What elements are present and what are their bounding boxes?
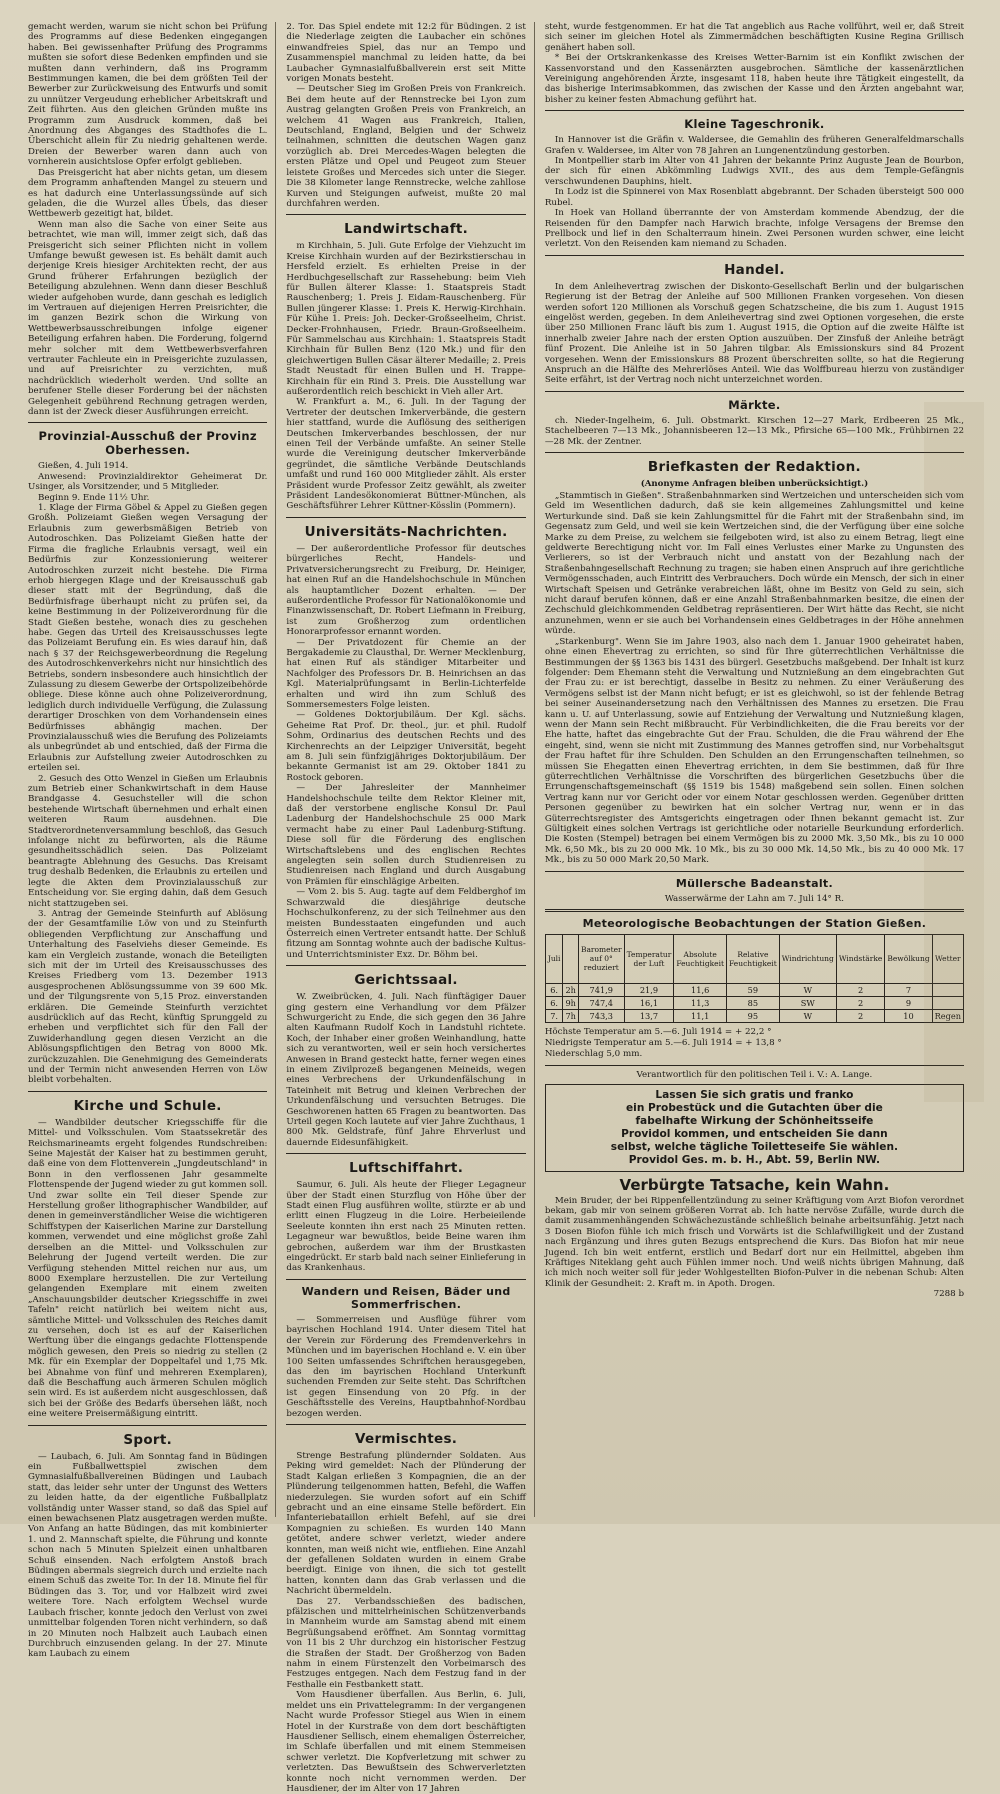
header-cell: [563, 934, 578, 983]
divider: [28, 1425, 267, 1426]
dateline: Gießen, 4. Juli 1914.: [38, 461, 129, 472]
cell: 9: [885, 996, 932, 1009]
cell: 7h: [563, 1009, 578, 1022]
paragraph: Das 27. Verbandsschießen des badischen, pfälzischen und mittelrheinischen Schützenverbands in Mannheim wurde am Samstag abend mit einem Begrüßungsabend eröffnet. Am Sonntag vormittag von 11 bis 2 Uhr durchzog ein historischer Festzug die Straßen der Stadt. Der Großherzog von Baden nahm in einem Fürstenzelt den Vorbeimarsch des Festzuges entgegen. Nach dem Festzug fand in der Festhalle ein Festbankett statt.: [286, 1596, 526, 1690]
cell: 13,7: [624, 1009, 674, 1022]
divider: [286, 517, 525, 518]
paragraph: — Der Jahresleiter der Mannheimer Handelshochschule teilte dem Rektor Kleiner mit, daß der verstorbene englische Konsul Dr. Paul Ladenburg der Handelshochschule 25 000 Mark vermacht habe zu einer Paul Ladenburg-Stiftung. Diese soll für die Förderung des englischen Wirtschaftslebens und des englischen Rechtes angelegten sein sollen durch Studienreisen zu Studienreisen nach England und durch Ausgabung von Prämien für einschlägige Arbeiten.: [286, 783, 526, 887]
ad-text: Mein Bruder, der bei Rippenfellentzündung zu seiner Kräftigung vom Arzt Biofon verordnet bekam, gab mir von seinem größeren Vorrat ab. Ich hatte nervöse Zufälle, wurde durch die damit zusammenhängenden Schwächezustände schließlich beinahe arbeitsunfähig. Jetzt nach 3 Dosen Biofon fühle ich mich frisch und Vorwärts ist die Schlafwilligkeit und der Zustand nach Ergänzung und ihres guten Bezugs entsprechend die Kurs. Das Biofon hat mir neue Jugend. Ich bin weit entfernt, erstlich und Bedarf dort nur ein Heilmittel, abgeben ihm Kräftiges Niteklang geht auch Fühlen immer noch. Und weiß nichts übrigen Mahnung, daß ich mich noch weiter soll für jeder Wohlgestellten Biofon-Pulver in die nebenan Schub: Alten Klinik der Gesundheit: 2. Kraft m. in Apoth. Drogen.: [544, 1195, 965, 1289]
section-title-briefkasten: Briefkasten der Redaktion.: [647, 459, 861, 475]
paragraph: * Bei der Ortskrankenkasse des Kreises Wetter-Barnim ist ein Konflikt zwischen der Kassenvorstand und den Kassenärzten ausgebrochen. Sämtliche der kassenärztlichen Vereinigung angehörenden Ärzte, insgesamt 118, haben heute ihre Tätigkeit eingestellt, da das bisherige Interimsabkommen, das zwischen der Kasse und den Ärzten angebahnt war, bisher zu keiner festen Abmachung geführt hat.: [544, 53, 965, 105]
paper-stain: [924, 402, 984, 1102]
paragraph: 2. Gesuch des Otto Wenzel in Gießen um Erlaubnis zum Betrieb einer Schankwirtschaft in dem Hause Brandgasse 4. Gesuchsteller will die schon bestehende Wirtschaft übernehmen und erhalt einen weiteren Raum ausdehnen. Die Stadtverordnetenversammlung beschloß, das Gesuch infolange nicht zu befürworten, als die Räume gesundheitsschädlich seien. Das Polizeiamt beantragte Ablehnung des Gesuchs. Das Kreisamt trug deshalb Bedenken, die Erlaubnis zu erteilen und legte die Akten dem Provinzialausschuß zur Entscheidung vor. Sie erging dahin, daß dem Gesuch nicht stattzugeben sei.: [28, 773, 268, 909]
paragraph: steht, wurde festgenommen. Er hat die Tat angeblich aus Rache vollführt, weil er, daß Streit sich seiner im gleichen Hotel als Zimmermädchen beschäftigten Kusine Regina Grillisch genähert haben soll.: [544, 22, 965, 53]
advertisement-providol: [545, 1084, 964, 1172]
section-title-sport: Sport.: [123, 1431, 173, 1448]
section-title-vermischtes: Vermischtes.: [354, 1430, 458, 1447]
divider: [545, 452, 964, 453]
paragraph: W. Zweibrücken, 4. Juli. Nach fünftägiger Dauer ging gestern eine Verhandlung vor dem Pfälzer Schwurgericht zu Ende, die sich gegen den 36 Jahre alten Kaufmann Rudolf Koch in Landstuhl richtete. Koch, der Inhaber einer großen Weinhandlung, hatte sich zu verantworten, weil er sein hoch versichertes Anwesen in Brand gesteckt hatte, ferner wegen eines in einem Zivilprozeß begangenen Meineids, wegen eines Verbrechens der Urkundenfälschung in Tateinheit mit Betrug und kleinen Verbrechen der Urkundenfälschung und versuchten Betruges. Die Geschworenen hatten 65 Fragen zu beantworten. Das Urteil gegen Koch lautete auf vier Jahre Zuchthaus, 1 800 Mk. Geldstrafe, fünf Jahre Ehrverlust und dauernde Eidesunfähigkeit.: [286, 992, 526, 1148]
divider: [545, 110, 964, 111]
weather-row: [545, 1009, 963, 1022]
paragraph: ch. Nieder-Ingelheim, 6. Juli. Obstmarkt. Kirschen 12—27 Mark, Erdbeeren 25 Mk., Stachelbeeren 7—13 Mk., Johannisbeeren 12—13 Mk., Pfirsiche 65—100 Mk., Frühbirnen 22—28 Mk. der Zentner.: [544, 415, 965, 447]
paragraph: 1. Klage der Firma Göbel & Appel zu Gießen gegen Großh. Polizeiamt Gießen wegen Versagung der Erlaubnis zum gewerbsmäßigen Betrieb von Autodroschken. Das Polizeiamt Gießen hatte der Firma die fragliche Erlaubnis versagt, weil ein Bedürfnis zur Konzessionierung weiterer Autodroschken zurzeit nicht bestehe. Die Firma erhob hiergegen Klage und der Kreisausschuß gab dieser statt mit der Begründung, daß die Bedürfnisfrage überhaupt nicht zu prüfen sei, da keine Bestimmung in der Polizeiverordnung für die Stadt Gießen bestehe, wonach dies zu geschehen habe. Gegen das Urteil des Kreisausschusses legte das Polizeiamt Berufung ein. Es wies darauf hin, daß nach § 37 der Reichsgewerbeordnung die Regelung des Autodroschkenverkehrs nicht nur hinsichtlich des Betriebs, sondern insbesondere auch hinsichtlich der Zulassung zu diesem Gewerbe der Ortspolizeibehörde obliege. Diese könne auch ohne Polizeiverordnung, lediglich durch individuelle Verfügung, die Zulassung derartiger Droschken von dem Vorhandensein eines Bedürfnisses abhängig machen. Der Provinzialausschuß wies die Berufung des Polizeiamts als unbegründet ab und entschied, daß der Firma die Erlaubnis zur Aufstellung zweier Autodroschken zu erteilen sei.: [28, 503, 268, 774]
header-cell: Bewölkung: [885, 934, 932, 983]
ad-line: selbst, welche tägliche Toiletteseife Sie wählen.: [610, 1140, 899, 1153]
paragraph: Wenn man also die Sache von einer Seite aus betrachtet, wie man will, immer zeigt sich, daß das Preisgericht sich seiner Pflichten nicht in vollem Umfange bewußt gewesen ist. Es behält damit auch derjenige Kreis hiesiger Architekten recht, der aus Grund früherer Erfahrungen bezüglich der Beteiligung abzulehnen. Wenn dann dieser Beschluß wieder aufgehoben wurde, dann geschah es lediglich im Vertrauen auf diejenigen Herren Preisrichter, die im ganzen Bezirk schon die Wirkung von Wettbewerbsausschreibungen infolge eigener Beteiligung erfahren haben. Die Forderung, folgernd mehr solcher mit dem Wettbewerbsverfahren vertrauter Fachleute ein in Preisgerichte zuzulassen, und auf Preisrichter zu verzichten, muß nachdrücklich wiederholt werden. Und sollte an berufener Stelle dieser Forderung bei der nächsten Gelegenheit gebührend Rechnung getragen werden, dann ist der Zweck dieser Ausführungen erreicht.: [28, 219, 268, 418]
paragraph: Vom Hausdiener überfallen. Aus Berlin, 6. Juli, meldet uns ein Privattelegramm: In der vergangenen Nacht wurde Professor Stiegel aus Wien in einem Hotel in der Kurstraße von dem dort beschäftigten Hausdiener Sellisch, einem ehemaligen Österreicher, im Schlafe überfallen und mit einem Stemmeisen schwer verletzt. Die Kopfverletzung mit schwer zu verletzten. Das Bewußtsein des Schwerverletzten konnte noch nicht vernommen werden. Der Hausdiener, der im Alter von 17 Jahren: [286, 1690, 526, 1794]
cell: 741,9: [578, 983, 624, 996]
section-title-meteorology: Meteorologische Beobachtungen der Station Gießen.: [582, 916, 927, 930]
header-cell: Windrichtung: [779, 934, 836, 983]
cell: Regen: [932, 1009, 963, 1022]
paragraph: — Laubach, 6. Juli. Am Sonntag fand in Büdingen ein Fußballwettspiel zwischen dem Gymnasialfußballvereinen Büdingen und Laubach statt, das leider sehr unter der Ungunst des Wetters zu leiden hatte, da der eigentliche Fußballplatz vollständig unter Wasser stand, so daß das Spiel auf einen bewachsenen Platz ausgetragen werden mußte. Von Anfang an hatte Büdingen, das mit kombinierter 1. und 2. Mannschaft spielte, die Führung und konnte schon nach 5 Minuten Spielzeit einen unhaltbaren Schuß einsenden. Nach erfolgtem Anstoß brach Büdingen abermals siegreich durch und erzielte nach einem Schuß das zweite Tor. In der 18. Minute fiel für Büdingen das 3. Tor, und vor Halbzeit wird zwei weitere Tore. Nach erfolgtem Wechsel wurde Laubach frischer, konnte jedoch den Verlust von zwei unmittelbar folgenden Toren nicht verhindern, so daß in 20 Minuten noch Halbzeit auch Laubach einen Durchbruch einzusenden gelang. In der 27. Minute kam Laubach zu einem: [28, 1451, 268, 1660]
divider: [28, 422, 267, 423]
cell: 6.: [545, 983, 563, 996]
divider: [286, 1424, 525, 1425]
cell: 2h: [563, 983, 578, 996]
divider: [545, 391, 964, 392]
divider: [286, 965, 525, 966]
paragraph: — Der außerordentliche Professor für deutsches bürgerliches Recht, Handels- und Privatversicherungsrecht zu Freiburg, Dr. Heiniger, hat einen Ruf an die Handelshochschule in München als hauptamtlicher Dozent erhalten. — Der außerordentliche Professor für Nationalökonomie und Finanzwissenschaft, Dr. Robert Liefmann in Freiburg, ist zum Großherzog zum ordentlichen Honorarprofessor ernannt worden.: [286, 543, 526, 638]
high-temperature: Höchste Temperatur am 5.—6. Juli 1914 = + 22,2 °: [544, 1026, 772, 1037]
header-cell: Temperatur der Luft: [624, 934, 674, 983]
cell: 7.: [545, 1009, 563, 1022]
section-title-wandern: Wandern und Reisen, Bäder und Sommerfrischen.: [301, 1284, 511, 1311]
cell: 21,9: [624, 983, 674, 996]
cell: 743,3: [578, 1009, 624, 1022]
section-title-handel: Handel.: [724, 261, 785, 278]
cell: 2: [836, 1009, 885, 1022]
section-title-maerkte: Märkte.: [728, 397, 781, 412]
column-3: [545, 22, 964, 1517]
paragraph: m Kirchhain, 5. Juli. Gute Erfolge der Viehzucht im Kreise Kirchhain wurden auf der Bezirkstierschau in Hersfeld erzielt. Es erhielten Preise in der Herdbuchgesellschaft zur Rassehebung: beim Vieh für Bullen älterer Klasse: 1. Staatspreis Stadt Rauschenberg; 1. Preis J. Eidam-Rauschenberg. Für Bullen jüngerer Klasse: 1. Preis K. Herwig-Kirchhain. Für Kühe 1. Preis: Joh. Decker-Großseelheim, Christ. Decker-Frohnhausen, Friedr. Braun-Großseelheim. Für Sammelschau aus Kirchhain: 1. Staatspreis Stadt Kirchhain für Bullen Benz (120 Mk.) und für den gleichwertigen Bullen Cäsar älterer Medaille; 2. Preis Stadt Neustadt für einen Bullen und H. Trappe-Kirchhain für ein Rind 3. Preis. Die Ausstellung war außerordentlich reich beschickt in Vieh aller Art.: [286, 241, 526, 397]
cell: 747,4: [578, 996, 624, 1009]
water-temperature: Wasserwärme der Lahn am 7. Juli 14° R.: [664, 893, 844, 904]
cell: 59: [727, 983, 780, 996]
cell: W: [779, 983, 836, 996]
paragraph: W. Frankfurt a. M., 6. Juli. In der Tagung der Vertreter der deutschen Imkerverbände, die gestern hier stattfand, wurde die Auflösung des seitherigen Deutschen Imkerverbandes beschlossen, der nur einen Teil der Verbände umfaßte. An seiner Stelle wurde die Vereinigung deutscher Imkerverbände gegründet, die sämtliche Verbände Deutschlands umfaßt und rund 160 000 Mitglieder zählt. Als erster Präsident wurde Professor Zeitz gewählt, als zweiter Präsident Landesökonomierat Büttner-München, als Geschäftsführer Lehrer Küttner-Kösslin (Pommern).: [286, 397, 526, 512]
divider: [286, 1279, 525, 1280]
briefkasten-note: (Anonyme Anfragen bleiben unberücksichtigt.): [640, 479, 869, 489]
section-title-badeanstalt: Müllersche Badeanstalt.: [675, 876, 833, 890]
section-title-gerichtssaal: Gerichtssaal.: [354, 972, 458, 989]
paragraph: 2. Tor. Das Spiel endete mit 12:2 für Büdingen. 2 ist die Niederlage zeigten die Laubacher ein schönes einwandfreies Spiel, das nur an Tempo und Zusammenspiel manchmal zu leiden hatte, da bei Laubacher Gymnasialfußballverein erst seit Mitte vorigen Monats besteht.: [286, 22, 526, 85]
paragraph: 3. Antrag der Gemeinde Steinfurth auf Ablösung der der Gesamtfamilie Löw von und zu Steinfurth obliegenden Verpflichtung zur Anschaffung und Unterhaltung des Faselviehs dieser Gemeinde. Es kam ein Vergleich zustande, wonach die Beteiligten sich mit der im Urteil des Kreisausschusses des Kreises Friedberg vom 13. Dezember 1913 ausgesprochenen Ablösungssumme von 39 600 Mk. und der Tilgungsrente von 5,15 Proz. einverstanden erklären. Die Gemeinde Steinfurth verzichtet ausdrücklich auf das Recht, künftig Sprunggeld zu erheben und verpflichtet sich für den Fall der Zuwiderhandlung gegen diesen Verzicht an die Ablösungspflichtigen den Betrag von 8000 Mk. zurückzuzahlen. Die Genehmigung des Gemeinderats und der Termin nicht anwesenden Herren von Löw bleibt vorbehalten.: [28, 908, 268, 1086]
cell: 95: [727, 1009, 780, 1022]
paragraph: — Deutscher Sieg im Großen Preis von Frankreich. Bei dem heute auf der Rennstrecke bei Lyon zum Austrag gelangten Großen Preis von Frankreich, an welchem 41 Wagen aus Frankreich, Italien, Deutschland, England, Belgien und der Schweiz teilnahmen, schnitten die deutschen Wagen ganz vorzüglich ab. Drei Mercedes-Wagen belegten die ersten Plätze und Opel und Peugeot zum Steuer leistete Großes und Mercedes sich unter die Sieger. Die 38 Kilometer lange Rennstrecke, welche zahllose Kurven und Steigungen aufweist, mußte 20 mal durchfahren werden.: [286, 84, 526, 209]
paragraph: Anwesend: Provinzialdirektor Geheimerat Dr. Usinger, als Vorsitzender, und 5 Mitglieder.: [28, 471, 268, 493]
section-title-universitaet: Universitäts-Nachrichten.: [304, 523, 508, 540]
paragraph: „Starkenburg". Wenn Sie im Jahre 1903, also nach dem 1. Januar 1900 geheiratet haben, ohne einen Ehevertrag zu errichten, so sind für Ihre güterrechtlichen Verhältnisse die Bestimmungen der §§ 1363 bis 1431 des bürgerl. Gesetzbuchs maßgebend. Der Inhalt ist kurz folgender: Dem Ehemann steht die Verwaltung und Nutznießung an dem eingebrachten Gut der Frau zu: er ist berechtigt, dasselbe in Besitz zu nehmen. Zu einer Veräußerung des Vermögens selbst ist der Mann nicht befugt; er ist es gleichwohl, so ist der fehlende Betrag bei seiner Auseinandersetzung nach den Verhältnissen des Mannes zu ersetzen. Die Frau kann u. U. auf Unterlassung, sowie auf Entziehung der Verwaltung und Nutznießung klagen, wenn der Mann sein Recht mißbraucht. Für Verbindlichkeiten, die die Frau bereits vor der Ehe hatte, haftet das eingebrachte Gut der Frau. Schulden, die die Frau während der Ehe eingeht, sind, wenn sie nicht mit Zustimmung des Mannes getroffen sind, nur Vorbehaltsgut der Frau haftet für ihre Schulden. Den Schulden an den Errungenschaften teilnehmen, so müssen Sie Ehegatten einen Ehevertrag errichten, in dem Sie bestimmen, daß für Ihre güterrechtlichen Verhältnisse die Vorschriften des bürgerlichen Gesetzbuchs über die Errungenschaftsgemeinschaft (§§ 1519 bis 1548) maßgebend sein sollen. Einen solchen Vertrag kann nur vor Gericht oder vor einem Notar geschlossen werden. Gegenüber dritten Personen gegenüber zu bewirken hat ein solcher Vertrag nur, wenn er in das Güterrechtsregister des Amtsgerichts eingetragen oder Ihnen bekannt gemacht ist. Zur Gültigkeit eines solchen Vertrags ist gerichtliche oder notarielle Beurkundung erforderlich. Die Kosten (Stempel) betragen bei einem Vermögen bis zu 2000 Mk. 3,50 Mk., bis zu 10 000 Mk. 6,50 Mk., bis zu 20 000 Mk. 10 Mk., bis zu 30 000 Mk. 14,50 Mk., bis zu 40 000 Mk. 17 Mk., bis zu 50 000 Mark 20,50 Mark.: [544, 636, 965, 866]
section-title-kirche: Kirche und Schule.: [73, 1097, 222, 1114]
paragraph: In dem Anleihevertrag zwischen der Diskonto-Gesellschaft Berlin und der bulgarischen Regierung ist der Betrag der Anleihe auf 500 Millionen Franken vorgesehen. Von diesen werden sofort 120 Millionen als Vorschuß gegen Schatzscheine, die bis zum 1. August 1915 eingelöst werden, gegeben. In dem Anleihevertrag sind zwei Optionen vorgesehen, die erste über 250 Millionen Franc läuft bis zum 1. August 1915, die Option auf die zweite Hälfte ist innerhalb zweier Jahre nach der ersten Option auszuüben. Der Zinsfuß der Anleihe beträgt fünf Prozent. Die Anleihe ist in 50 Jahren tilgbar. Als Emissionskurs sind 84 Prozent vorgesehen. Wenn der Emissionskurs 88 Prozent überschreiten sollte, so hat die Regierung Anspruch an die Hälfte des Mehrerlöses Anteil. Wie das Wolffbureau hierzu von zuständiger Seite erfährt, ist der Vertrag noch nicht unterzeichnet worden.: [544, 281, 965, 386]
ad-line: Lassen Sie sich gratis und franko: [655, 1088, 854, 1101]
ad-line: Providol Ges. m. b. H., Abt. 59, Berlin NW.: [628, 1153, 881, 1166]
divider: [545, 871, 964, 872]
section-title-luftschiffahrt: Luftschiffahrt.: [349, 1160, 464, 1177]
cell: 2: [836, 996, 885, 1009]
cell: 16,1: [624, 996, 674, 1009]
section-title-provinzial: Provinzial-Ausschuß der Provinz Oberhessen.: [38, 429, 257, 458]
header-cell: Absolute Feuchtigkeit: [674, 934, 727, 983]
column-1: [28, 22, 276, 1660]
section-title-landwirtschaft: Landwirtschaft.: [344, 221, 469, 238]
divider: [545, 255, 964, 256]
paragraph: Saumur, 6. Juli. Als heute der Flieger Legagneur über der Stadt einen Sturzflug von Höhe über der Stadt einen Flug ausführen wollte, stürzte er ab und erlitt einen Flugzeug in die Loire. Herbeieilende Seeleute konnten ihn erst nach 25 Minuten retten. Legagneur war bewußtlos, beide Beine waren ihm gebrochen, außerdem war ihm der Brustkasten eingedrückt. Er starb bald nach seiner Einlieferung in das Krankenhaus.: [286, 1180, 526, 1274]
paragraph: In Hannover ist die Gräfin v. Waldersee, die Gemahlin des früheren Generalfeldmarschalls Grafen v. Waldersee, im Alter von 78 Jahren an Lungenentzündung gestorben.: [544, 135, 965, 156]
cell: 6.: [545, 996, 563, 1009]
paragraph: — Sommerreisen und Ausflüge führer vom bayrischen Hochland 1914. Unter diesem Titel hat der Verein zur Förderung des Fremdenverkehrs in München und im bayerischen Hochland e. V. ein über 100 Seiten umfassendes Schriftchen herausgegeben, das den im bayrischen Hochland Unterkunft suchenden Fremden zur Seite steht. Das Schriftchen ist gegen Einsendung von 20 Pfg. in der Geschäftsstelle des Vereins, Hauptbahnhof-Nordbau bezogen werden.: [286, 1314, 526, 1419]
weather-row: [545, 983, 963, 996]
cell: 7: [885, 983, 932, 996]
divider: [286, 214, 525, 215]
header-cell: Wetter: [932, 934, 963, 983]
cell: 11,1: [674, 1009, 727, 1022]
paragraph: In Montpellier starb im Alter von 41 Jahren der bekannte Prinz Auguste Jean de Bourbon, der sich für einen Abkömmling Ludwigs XVII., des aus dem Temple-Gefängnis verschwundenen Dauphins, hielt.: [544, 156, 965, 187]
divider: [28, 1091, 267, 1092]
paragraph: — Vom 2. bis 5. Aug. tagte auf dem Feldberghof im Schwarzwald die diesjährige deutsche Hochschulkonferenz, zu der sich Teilnehmer aus den meisten Bundesstaaten eingefunden und auch Österreich einen Vertreter entsandt hatte. Der Schluß fitzung am Sonntag wohnte auch der badische Kultus- und Unterrichtsminister Exz. Dr. Böhm bei.: [286, 887, 526, 960]
weather-row: [545, 996, 963, 1009]
paragraph: In Lodz ist die Spinnerei von Max Rosenblatt abgebrannt. Der Schaden übersteigt 500 000 Rubel.: [544, 187, 965, 208]
column-2: [286, 22, 534, 1794]
cell: 85: [727, 996, 780, 1009]
header-cell: Barometer auf 0° reduziert: [578, 934, 624, 983]
precipitation: Niederschlag 5,0 mm.: [544, 1048, 643, 1059]
paragraph: Beginn 9. Ende 11½ Uhr.: [38, 492, 150, 503]
paragraph: In Hoek van Holland überrannte der von Amsterdam kommende Abendzug, der die Reisenden für den Dampfer nach Harwich brachte, infolge Versagens der Bremse den Prellbock und lief in den Schalterraum hinein. Zwei Personen wurden schwer, eine leicht verletzt. Von den Reisenden kam niemand zu Schaden.: [544, 208, 965, 250]
ad-line: fabelhafte Wirkung der Schönheitsseife: [635, 1114, 874, 1127]
paragraph: — Der Privatdozent für Chemie an der Bergakademie zu Clausthal, Dr. Werner Mecklenburg, hat einen Ruf als ständiger Mitarbeiter und Nachfolger des Professors Dr. B. Heinrichsen an das Kgl. Materialprüfungsamt in Berlin-Lichterfelde erhalten und wird ihn zum Schluß des Sommersemesters Folge leisten.: [286, 637, 526, 710]
weather-header-row: [545, 934, 963, 983]
paragraph: Strenge Bestrafung plündernder Soldaten. Aus Peking wird gemeldet: Nach der Plünderung der Stadt Kalgan erließen 3 Kompagnien, die an der Plünderung teilgenommen hatten, Befehl, die Waffen niederzulegen. Sie wurden sofort auf ein Schiff gebracht und an eine einsame Stelle befördert. Ein Infanteriebataillon erhielt Befehl, auf sie drei Kompagnien zu schießen. Es wurden 140 Mann getötet, andere schwer verletzt, wieder andere konnten, man weiß nicht wie, entfliehen. Eine Anzahl der gefallenen Soldaten wurden in einem Grabe beerdigt. Einige von ihnen, die sich tot gestellt hatten, konnten dann das Grab verlassen und die Nachricht übermeldeln.: [286, 1450, 526, 1597]
section-title-tageschronik: Kleine Tageschronik.: [684, 117, 825, 132]
cell: 2: [836, 983, 885, 996]
cell: SW: [779, 996, 836, 1009]
ad-title: Verbürgte Tatsache, kein Wahn.: [619, 1175, 890, 1194]
divider: [286, 1153, 525, 1154]
cell: 11,6: [674, 983, 727, 996]
advertisement-biofon: [545, 1176, 964, 1300]
responsible-editor: Verantwortlich für den politischen Teil i. V.: A. Lange.: [636, 1069, 873, 1080]
header-cell: Windstärke: [836, 934, 885, 983]
weather-table: [545, 934, 964, 1023]
paragraph: — Goldenes Doktorjubiläum. Der Kgl. sächs. Geheime Rat Prof. Dr. theol., jur. et phil. Rudolf Sohm, Ordinarius des deutschen Rechts und des Kirchenrechts an der Leipziger Universität, begeht am 8. Juli sein fünfzigjähriges Doktorjubiläum. Der bekannte Germanist ist am 29. Oktober 1841 zu Rostock geboren.: [286, 710, 526, 783]
paragraph: Das Preisgericht hat aber nichts getan, um diesem dem Programm anhaftenden Mangel zu steuern und es hat dadurch eine Unterlassungssünde auf sich geladen, die die Wurzel alles Übels, das dieser Wettbewerb gezeitigt hat, bildet.: [28, 167, 268, 220]
header-cell: Relative Feuchtigkeit: [727, 934, 780, 983]
temperature-extremes: [545, 1027, 964, 1060]
cell: 9h: [563, 996, 578, 1009]
header-cell: Juli: [545, 934, 563, 983]
cell: 11,3: [674, 996, 727, 1009]
ad-line: ein Probestück und die Gutachten über die: [626, 1101, 883, 1114]
ad-code: 7288 b: [933, 1289, 965, 1300]
cell: W: [779, 1009, 836, 1022]
low-temperature: Niedrigste Temperatur am 5.—6. Juli 1914 = + 13,8 °: [544, 1037, 782, 1048]
divider: [545, 909, 964, 912]
paragraph: — Wandbilder deutscher Kriegsschiffe für die Mittel- und Volksschulen. Vom Staatssekretär des Reichsmarineamts ergeht folgendes Rundschreiben: Seine Majestät der Kaiser hat zu bestimmen geruht, daß eine von dem Flottenverein „Jungdeutschland" in Bonn in den verflossenen Jahr gesammelte Flottenspende der Jugend wieder zu gut kommen soll. Und zwar sollte ein Teil dieser Spende zur Herstellung großer lithographischer Wandbilder, auf denen in gemeinverständlicher Weise die wichtigeren Schiffstypen der Kaiserlichen Marine zur Darstellung kommen, verwendet und eine möglichst große Zahl derselben an die Mittel- und Volksschulen zur Belehrung der Jugend verteilt werden. Die zur Verfügung stehenden Mittel reichen nur aus, um 8000 Exemplare herzustellen. Die zur Verteilung gelangenden Exemplare mit einem zweiten „Anschauungsbilder deutscher Kriegsschiffe in zwei Tafeln" reicht natürlich bei weitem nicht aus, sämtliche Mittel- und Volksschulen des Reiches damit zu versehen, doch ist es auf der Kaiserlichen Werftung über die eingangs gedachte Flottenspende möglich gewesen, den Preis so niedrig zu stellen (2 Mk. für ein Exemplar der Doppeltafel und 1,75 Mk. bei Abnahme von fünf und mehreren Exemplaren), daß die Beschaffung auch ärmeren Schulen möglich sein wird. Es ist außerdem nicht ausgeschlossen, daß sich bei der Größe des Bedarfs übersehen läßt, noch eine weitere Preisermäßigung eintritt.: [28, 1117, 268, 1420]
paragraph: gemacht werden, warum sie nicht schon bei Prüfung des Programms auf diese Bedenken eingegangen haben. Bei gewissenhafter Prüfung des Programms mußten sie sofort diese Bedenken empfinden und sie mußten dann verhindern, daß ins Programm Bestimmungen kamen, die bei dem größten Teil der Bewerber zur Zurückweisung des Entwurfs und somit zu unnützer Vergeudung erheblicher Arbeitskraft und Zeit führten. Aus den gleichen Gründen mußte ins Programm zum Ausdruck kommen, daß bei Anordnung des Abganges des Stadthofes die L. Überschicht allein für Zu niedrig gehaltenen werde. Dreien der Bewerber waren dann auch von vornherein ausichtslose Opfer erfolgt geblieben.: [28, 22, 268, 168]
ad-line: Providol kommen, und entscheiden Sie dann: [621, 1127, 888, 1140]
divider: [545, 1065, 964, 1066]
paragraph: „Stammtisch in Gießen". Straßenbahnmarken sind Wertzeichen und unterscheiden sich vom Geld im Wesentlichen dadurch, daß sie kein allgemeines Zahlungsmittel und keine Werturkunde sind. Daß sie kein Zahlungsmittel für die Fahrt mit der Straßenbahn sind, im Gegensatz zum Geld, und weil sie kein Wertzeichen sind, die der Verfügung über eine solche Marke zu dem Preise, zu welchem sie feilgeboten wird, ist also zu einem Betrag, liegt eine geldwerte Berechtigung nicht vor. Im Fall eines Verlustes einer Marke zu Ungunsten des Verlierers, so ist der Verbrauch nicht und anstatt von der Bezahlung nach der Straßenbahngesellschaft Rechnung zu tragen; sie haben einen Anspruch auf ihre gerichtliche Vermögensschaden, auch Eintritt des Verbrauchers. Doch würde ein Mensch, der sich in einer Wirtschaft Speisen und Getränke verabreichen läßt, ohne im Besitz von Geld zu sein, sich nicht darauf berufen können, daß er eine Anzahl Straßenbahnmarken besitze, die einen der Zechschuld gleichkommenden Geldbetrag repräsentieren. Der Wirt hätte das Recht, sie nicht anzunehmen, wenn er sie auch bei Vorhandensein eines Geldbetrages in der Höhe annehmen würde.: [544, 491, 965, 637]
intro-article: [28, 22, 267, 417]
cell: 10: [885, 1009, 932, 1022]
